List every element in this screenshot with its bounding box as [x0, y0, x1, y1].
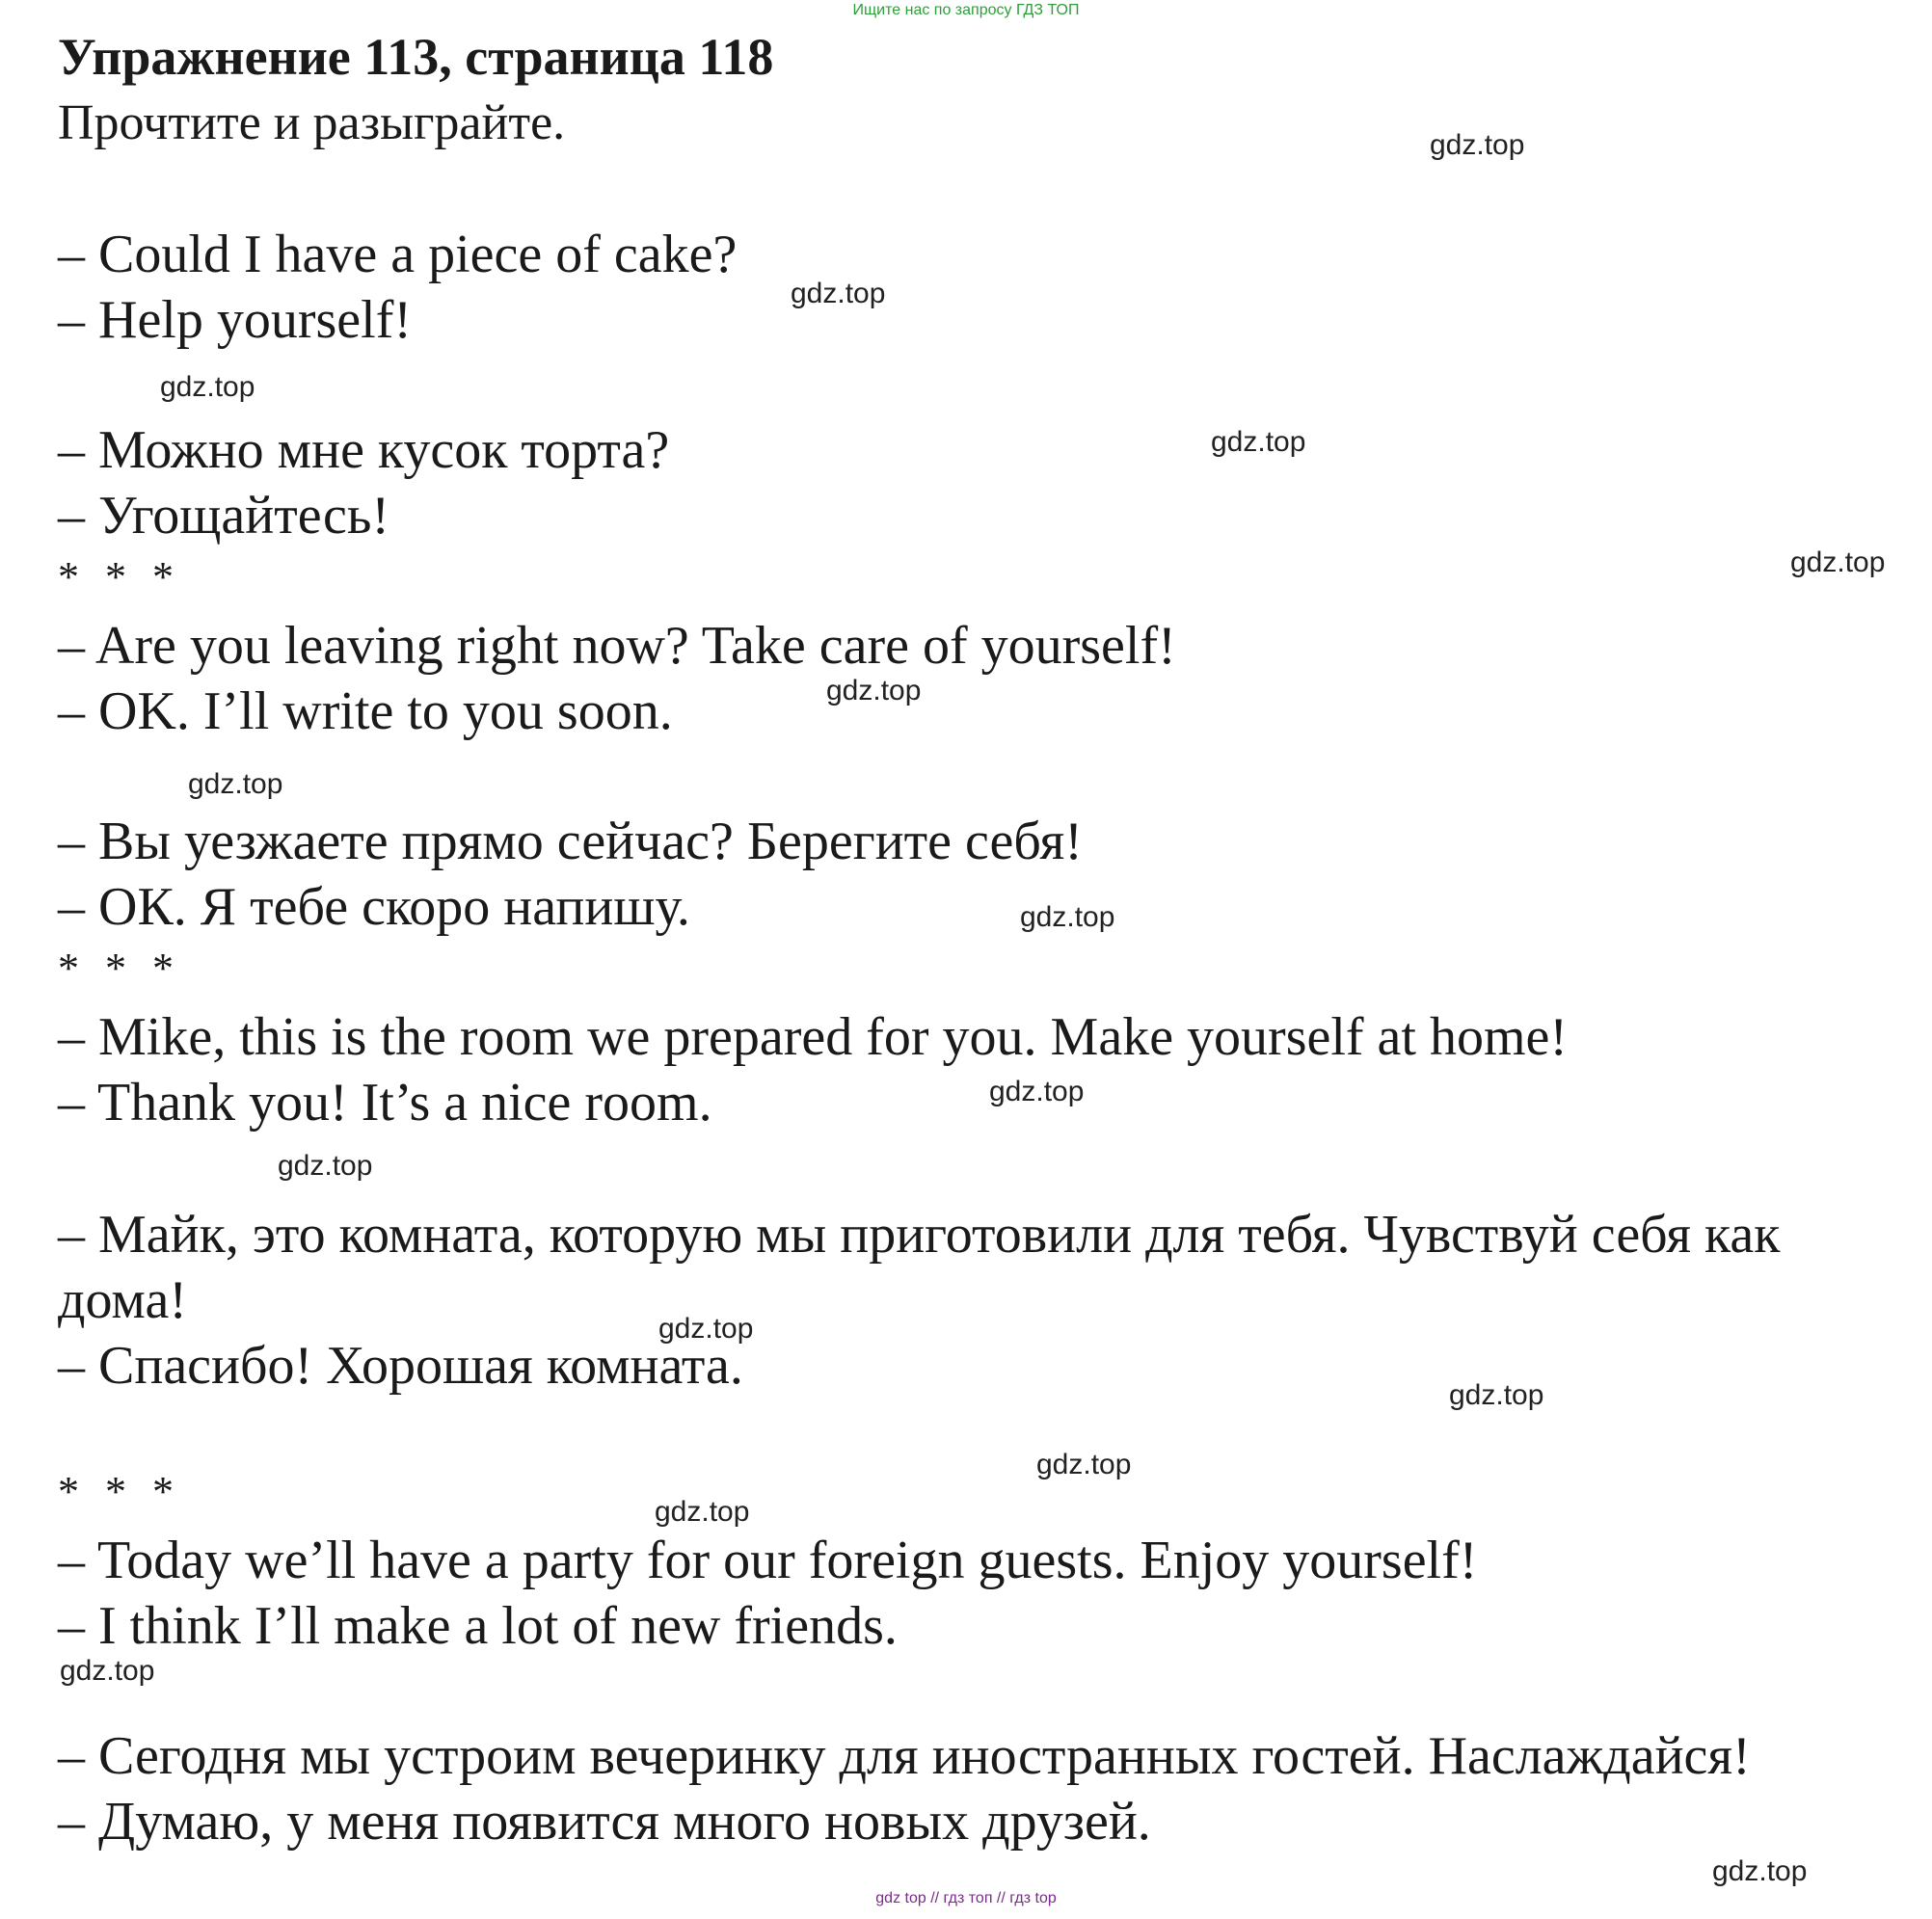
watermark: gdz.top [1790, 546, 1886, 578]
dialogue-3-en-line-2: – Thank you! It’s a nice room. [58, 1073, 712, 1133]
watermark: gdz.top [658, 1313, 754, 1345]
dialogue-1-en-line-1: – Could I have a piece of cake? [58, 225, 738, 284]
dialogue-2-ru-line-2: – ОК. Я тебе скоро напишу. [58, 877, 690, 937]
watermark: gdz.top [188, 768, 283, 800]
dialogue-3-ru-line-2: – Спасибо! Хорошая комната. [58, 1336, 743, 1396]
watermark: gdz.top [826, 675, 922, 706]
dialogue-2-en-line-2: – OK. I’ll write to you soon. [58, 681, 673, 741]
watermark: gdz.top [160, 371, 255, 403]
page-title: Упражнение 113, страница 118 [58, 28, 774, 86]
dialogue-2-ru-line-1: – Вы уезжаете прямо сейчас? Берегите себя! [58, 812, 1083, 871]
watermark: gdz.top [1449, 1379, 1544, 1411]
dialogue-4-ru-line-2: – Думаю, у меня появится много новых друзей. [58, 1792, 1151, 1852]
top-banner: Ищите нас по запросу ГДЗ ТОП [852, 2, 1080, 18]
instruction: Прочтите и разыграйте. [58, 95, 566, 150]
dialogue-4-en-line-1: – Today we’ll have a party for our foreign guests. Enjoy yourself! [58, 1531, 1478, 1590]
dialogue-3-en-line-1: – Mike, this is the room we prepared for you. Make yourself at home! [58, 1007, 1569, 1067]
dialogue-4-ru-line-1: – Сегодня мы устроим вечеринку для иностранных гостей. Наслаждайся! [58, 1726, 1751, 1786]
dialogue-1-ru-line-1: – Можно мне кусок торта? [58, 420, 670, 480]
dialogue-3-ru-line-1-cont: дома! [58, 1270, 187, 1330]
watermark: gdz.top [655, 1496, 750, 1528]
watermark: gdz.top [791, 278, 886, 309]
watermark: gdz.top [1020, 901, 1115, 933]
separator-2: * * * [58, 945, 181, 992]
watermark: gdz.top [1430, 129, 1525, 161]
watermark: gdz.top [278, 1150, 373, 1182]
watermark: gdz.top [1036, 1449, 1132, 1480]
watermark: gdz.top [1211, 426, 1306, 458]
separator-3: * * * [58, 1468, 181, 1515]
dialogue-3-ru-line-1: – Майк, это комната, которую мы приготовили для тебя. Чувствуй себя как [58, 1205, 1781, 1265]
footer-links: gdz top // гдз топ // гдз top [875, 1890, 1057, 1906]
watermark: gdz.top [989, 1076, 1085, 1107]
dialogue-1-en-line-2: – Help yourself! [58, 290, 413, 350]
watermark: gdz.top [1712, 1855, 1808, 1887]
dialogue-2-en-line-1: – Are you leaving right now? Take care of yourself! [58, 616, 1176, 676]
separator-1: * * * [58, 553, 181, 600]
watermark: gdz.top [60, 1655, 155, 1687]
dialogue-1-ru-line-2: – Угощайтесь! [58, 486, 390, 546]
dialogue-4-en-line-2: – I think I’ll make a lot of new friends. [58, 1596, 898, 1656]
